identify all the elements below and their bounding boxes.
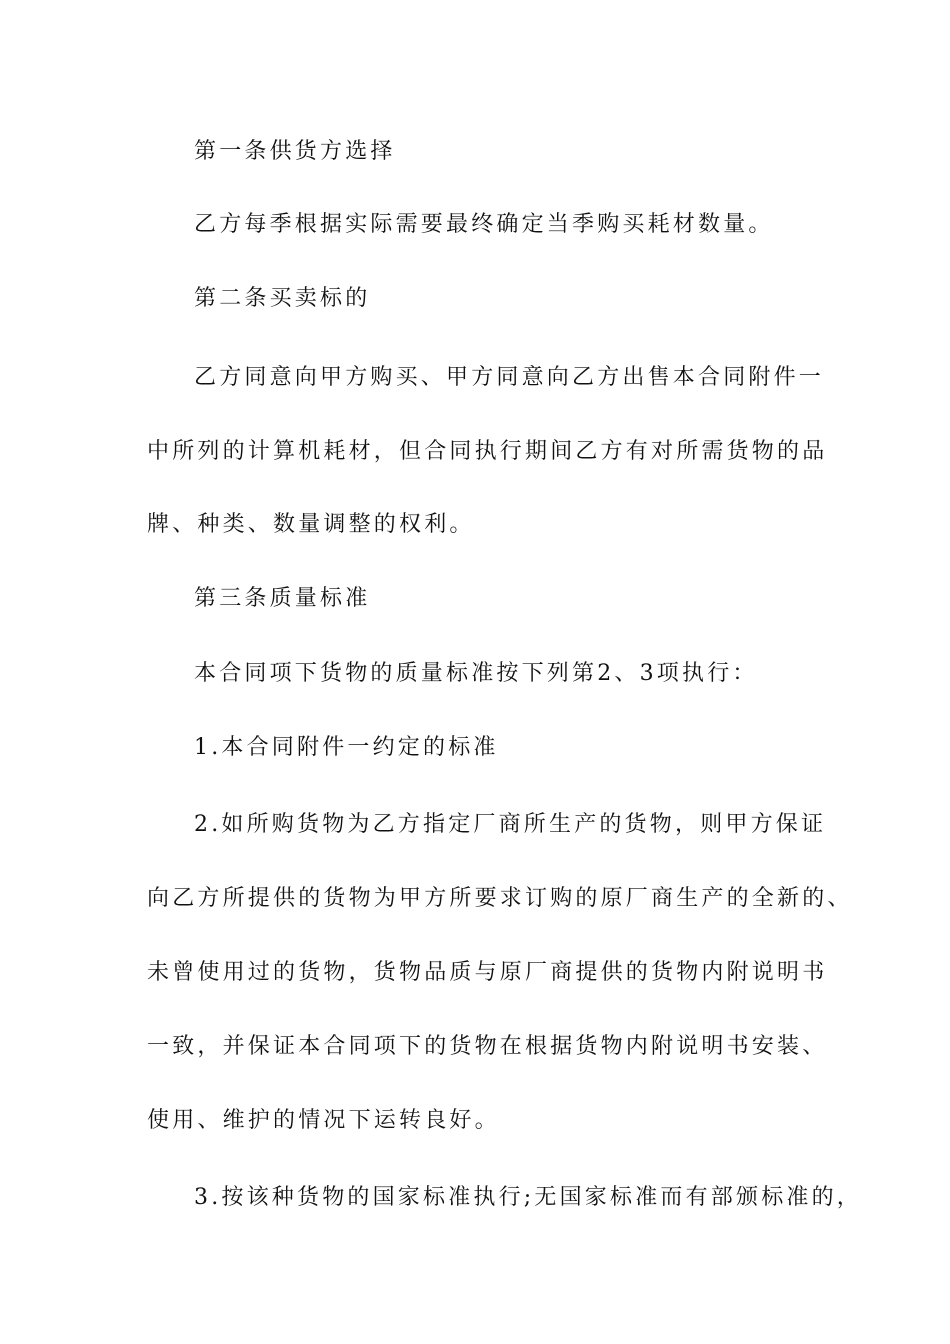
paragraph-text: 一致，并保证本合同项下的货物在根据货物内附说明书安装、 — [147, 1034, 828, 1059]
paragraph-text: 乙方同意向甲方购买、甲方同意向乙方出售本合同附件一 — [194, 365, 825, 390]
paragraph-text: 中所列的计算机耗材，但合同执行期间乙方有对所需货物的品 — [147, 439, 828, 464]
paragraph-text: 本合同项下货物的质量标准按下列第2、3项执行： — [194, 661, 758, 686]
paragraph-text: 牌、种类、数量调整的权利。 — [147, 512, 475, 537]
paragraph-text: 乙方每季根据实际需要最终确定当季购买耗材数量。 — [194, 212, 774, 237]
paragraph-text: 使用、维护的情况下运转良好。 — [147, 1108, 500, 1133]
paragraph-text: 向乙方所提供的货物为甲方所要求订购的原厂商生产的全新的、 — [147, 886, 853, 911]
list-item: 2.如所购货物为乙方指定厂商所生产的货物，则甲方保证 — [194, 812, 827, 837]
paragraph-text: 未曾使用过的货物，货物品质与原厂商提供的货物内附说明书 — [147, 960, 828, 985]
list-item: 1.本合同附件一约定的标准 — [194, 735, 499, 760]
article-2-heading: 第二条买卖标的 — [194, 286, 371, 311]
article-3-heading: 第三条质量标准 — [194, 586, 371, 611]
article-1-heading: 第一条供货方选择 — [194, 139, 396, 164]
list-item: 3.按该种货物的国家标准执行;无国家标准而有部颁标准的， — [194, 1185, 863, 1210]
